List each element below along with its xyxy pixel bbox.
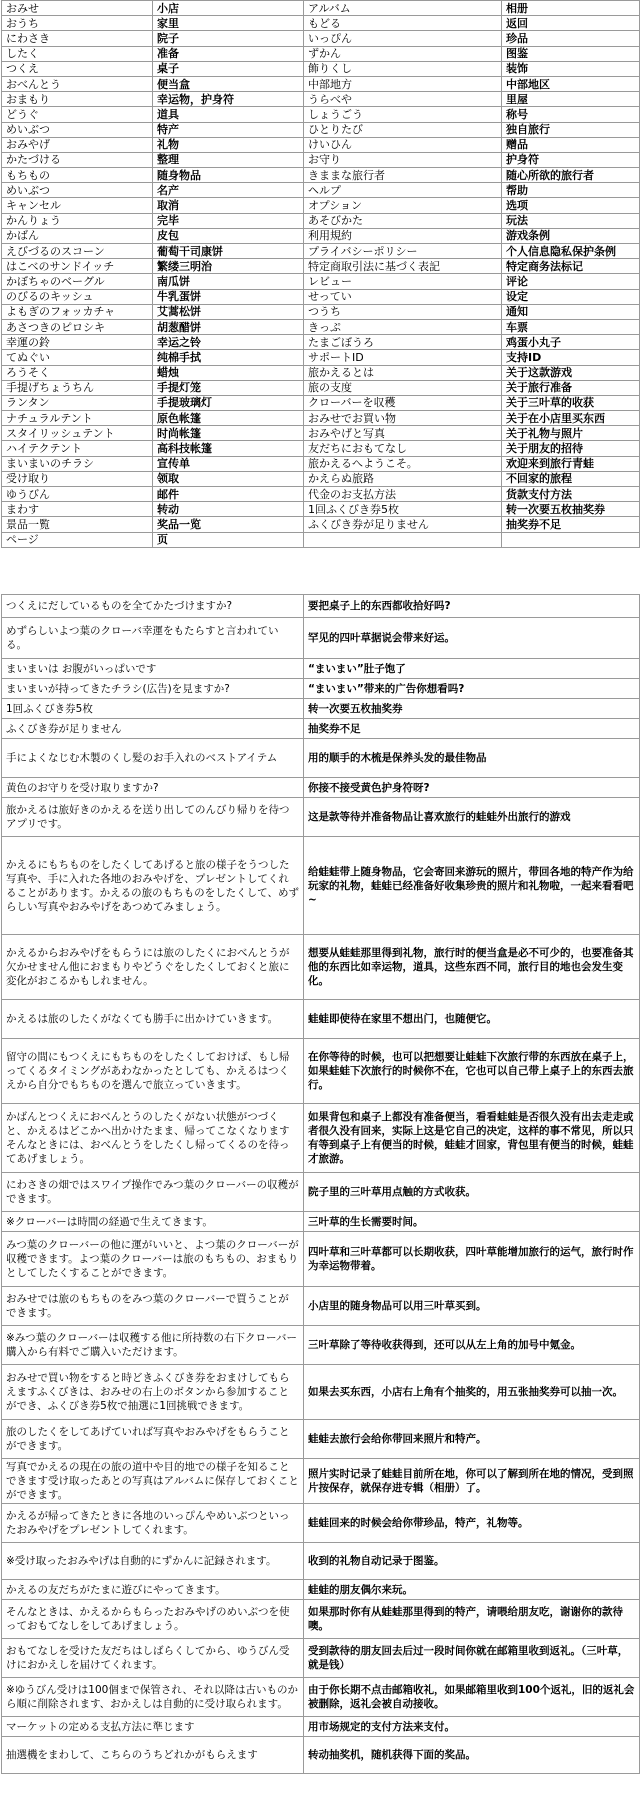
zh-term-2: 评论: [502, 274, 640, 289]
zh-translation: 转一次要五枚抽奖券: [304, 699, 640, 719]
zh-translation: 院子里的三叶草用点触的方式收获。: [304, 1173, 640, 1212]
zh-term: 道具: [153, 107, 304, 122]
zh-translation: 罕见的四叶草据说会带来好运。: [304, 618, 640, 659]
zh-translation: “まいまい”带来的广告你想看吗?: [304, 679, 640, 699]
zh-term: 手提灯笼: [153, 380, 304, 395]
jp-term-2: サポートID: [304, 350, 502, 365]
vocab-row: [2, 471, 640, 486]
zh-term-2: 称号: [502, 107, 640, 122]
vocab-row: [2, 168, 640, 183]
vocab-row: [2, 183, 640, 198]
jp-term-2: 代金のお支払方法: [304, 487, 502, 502]
jp-term: ナチュラルテント: [2, 411, 153, 426]
jp-term: はこべのサンドイッチ: [2, 259, 153, 274]
jp-term-2: オプション: [304, 198, 502, 213]
zh-term: 随身物品: [153, 168, 304, 183]
zh-term-2: 珍品: [502, 31, 640, 46]
zh-term-2: 里屋: [502, 92, 640, 107]
jp-sentence: まいまいは お腹がいっぱいです: [2, 659, 304, 679]
jp-term-2: おみやげと写真: [304, 426, 502, 441]
vocab-row: [2, 61, 640, 76]
zh-term-2: 独自旅行: [502, 122, 640, 137]
sentence-row: [2, 1600, 640, 1639]
jp-term-2: アルバム: [304, 1, 502, 16]
vocab-row: [2, 456, 640, 471]
jp-term-2: プライバシーポリシー: [304, 244, 502, 259]
jp-sentence: 手によくなじむ木製のくし髪のお手入れのベストアイテム: [2, 739, 304, 778]
jp-term-2: せってい: [304, 289, 502, 304]
zh-term: 特产: [153, 122, 304, 137]
zh-term: 繁缕三明治: [153, 259, 304, 274]
zh-translation: 抽奖券不足: [304, 719, 640, 739]
jp-term-2: 友だちにおもてなし: [304, 441, 502, 456]
jp-term-2: [304, 532, 502, 547]
zh-term-2: 鸡蛋小丸子: [502, 335, 640, 350]
zh-term: 葡萄干司康饼: [153, 244, 304, 259]
sentence-row: [2, 659, 640, 679]
sentence-row: [2, 679, 640, 699]
vocab-row: [2, 350, 640, 365]
jp-sentence: ふくびき券が足りません: [2, 719, 304, 739]
vocab-row: [2, 137, 640, 152]
zh-term-2: 设定: [502, 289, 640, 304]
jp-term: まわす: [2, 502, 153, 517]
jp-term: ろうそく: [2, 365, 153, 380]
zh-term: 手提玻璃灯: [153, 395, 304, 410]
jp-sentence: 1回ふくびき券5枚: [2, 699, 304, 719]
jp-term: つくえ: [2, 61, 153, 76]
jp-term: かたづける: [2, 152, 153, 167]
jp-sentence: そんなときは、かえるからもらったおみやげのめいぶつを使っておもてなしをしてあげましょう。: [2, 1600, 304, 1639]
zh-term: 幸运物，护身符: [153, 92, 304, 107]
zh-term-2: 随心所欲的旅行者: [502, 168, 640, 183]
jp-sentence: ※クローバーは時間の経過で生えてきます。: [2, 1212, 304, 1232]
zh-term: 整理: [153, 152, 304, 167]
jp-sentence: かえるは旅のしたくがなくても勝手に出かけていきます。: [2, 1000, 304, 1039]
jp-term: てぬぐい: [2, 350, 153, 365]
jp-term: おみせ: [2, 1, 153, 16]
jp-term: おみやげ: [2, 137, 153, 152]
sentence-row: [2, 1504, 640, 1543]
sentence-row: [2, 1580, 640, 1600]
jp-term-2: 旅の支度: [304, 380, 502, 395]
sentence-row: [2, 739, 640, 778]
jp-term-2: 中部地方: [304, 76, 502, 91]
jp-term: ゆうびん: [2, 487, 153, 502]
sentence-row: [2, 618, 640, 659]
sentence-row: [2, 1717, 640, 1737]
jp-term: キャンセル: [2, 198, 153, 213]
sentence-row: [2, 1173, 640, 1212]
jp-term-2: 飾りくし: [304, 61, 502, 76]
zh-translation: 蛙蛙即使待在家里不想出门，也随便它。: [304, 1000, 640, 1039]
zh-translation: 蛙蛙回来的时候会给你带珍品，特产，礼物等。: [304, 1504, 640, 1543]
zh-term: 南瓜饼: [153, 274, 304, 289]
jp-sentence: ※受け取ったおみやげは自動的にずかんに記録されます。: [2, 1543, 304, 1580]
zh-term-2: 支持ID: [502, 350, 640, 365]
vocab-row: [2, 16, 640, 31]
sentence-row: [2, 1212, 640, 1232]
zh-term: 高科技帐篷: [153, 441, 304, 456]
jp-term-2: 特定商取引法に基づく表記: [304, 259, 502, 274]
vocab-row: [2, 502, 640, 517]
zh-term-2: [502, 532, 640, 547]
zh-term-2: 中部地区: [502, 76, 640, 91]
sentence-row: [2, 1287, 640, 1326]
zh-translation: 收到的礼物自动记录于图鉴。: [304, 1543, 640, 1580]
zh-translation: 如果背包和桌子上都没有准备便当，看看蛙蛙是否很久没有出去走走或者很久没有回来，实际上这是它自己的决定，这样的事不常见，所以只有等到桌子上有便当的时候，蛙蛙才回家，背包里有便当的时候，蛙蛙才旅游。: [304, 1104, 640, 1173]
sentence-row: [2, 798, 640, 837]
zh-term-2: 通知: [502, 304, 640, 319]
jp-term: ランタン: [2, 395, 153, 410]
jp-term-2: 利用規約: [304, 228, 502, 243]
jp-sentence: 旅かえるは旅好きのかえるを送り出してのんびり帰りを待つアプリです。: [2, 798, 304, 837]
jp-term: ページ: [2, 532, 153, 547]
zh-term-2: 玩法: [502, 213, 640, 228]
zh-term: 原色帐篷: [153, 411, 304, 426]
sentence-row: [2, 699, 640, 719]
zh-term-2: 帮助: [502, 183, 640, 198]
jp-term: えびづるのスコーン: [2, 244, 153, 259]
zh-translation: 这是款等待并准备物品让喜欢旅行的蛙蛙外出旅行的游戏: [304, 798, 640, 837]
jp-term-2: つうち: [304, 304, 502, 319]
zh-translation: 小店里的随身物品可以用三叶草买到。: [304, 1287, 640, 1326]
zh-translation: 三叶草除了等待收获得到，还可以从左上角的加号中氪金。: [304, 1326, 640, 1365]
zh-translation: 你接不接受黄色护身符呀?: [304, 778, 640, 798]
sentence-row: [2, 837, 640, 935]
zh-term-2: 不回家的旅程: [502, 471, 640, 486]
jp-term-2: レビュー: [304, 274, 502, 289]
zh-term: 转动: [153, 502, 304, 517]
jp-term-2: しょうごう: [304, 107, 502, 122]
vocab-row: [2, 441, 640, 456]
sentence-row: [2, 1326, 640, 1365]
zh-translation: 蛙蛙的朋友偶尔来玩。: [304, 1580, 640, 1600]
vocab-row: [2, 46, 640, 61]
vocab-row: [2, 426, 640, 441]
vocab-row: [2, 411, 640, 426]
jp-term-2: おみせでお買い物: [304, 411, 502, 426]
zh-term: 页: [153, 532, 304, 547]
vocabulary-table: [1, 0, 640, 548]
jp-term: どうぐ: [2, 107, 153, 122]
jp-term: もちもの: [2, 168, 153, 183]
jp-term-2: うらべや: [304, 92, 502, 107]
zh-term-2: 关于朋友的招待: [502, 441, 640, 456]
zh-translation: 照片实时记录了蛙蛙目前所在地，你可以了解到所在地的情况，受到照片按保存，就保存进专辑（相册）了。: [304, 1459, 640, 1504]
jp-sentence: ※ゆうびん受けは100個まで保管され、それ以降は古いものから順に削除されます、おかえしは自動的に受け取られます。: [2, 1678, 304, 1717]
jp-sentence: おもてなしを受けた友だちはしばらくしてから、ゆうびん受けにおかえしを届けてくれます。: [2, 1639, 304, 1678]
jp-term-2: お守り: [304, 152, 502, 167]
sentence-row: [2, 719, 640, 739]
jp-term-2: たまごぼうろ: [304, 335, 502, 350]
jp-term-2: 旅かえるへようこそ。: [304, 456, 502, 471]
zh-term: 时尚帐篷: [153, 426, 304, 441]
zh-term-2: 游戏条例: [502, 228, 640, 243]
sentence-row: [2, 1737, 640, 1774]
vocab-row: [2, 31, 640, 46]
jp-sentence: かえるにもちものをしたくしてあげると旅の様子をうつした写真や、手に入れた各地のおみやげを、プレゼントしてくれることがあります。かえるの旅のもちものをしたくして、めずらしい写真やおみやげをあつめてみましょう。: [2, 837, 304, 935]
vocab-row: [2, 532, 640, 547]
zh-term-2: 护身符: [502, 152, 640, 167]
jp-sentence: 黄色のお守りを受け取りますか?: [2, 778, 304, 798]
jp-sentence: かえるからおみやげをもらうには旅のしたくにおべんとうが欠かせません他におまもりやどうぐをしたくしておくと旅に変化がおこるかもしれません。: [2, 935, 304, 1000]
vocab-row: [2, 319, 640, 334]
zh-term-2: 返回: [502, 16, 640, 31]
sentence-table: [1, 594, 640, 1774]
jp-term: スタイリッシュテント: [2, 426, 153, 441]
jp-term: 幸運の鈴: [2, 335, 153, 350]
zh-term-2: 货款支付方法: [502, 487, 640, 502]
zh-translation: 蛙蛙去旅行会给你带回来照片和特产。: [304, 1420, 640, 1459]
zh-term: 小店: [153, 1, 304, 16]
zh-term-2: 选项: [502, 198, 640, 213]
jp-term-2: いっぴん: [304, 31, 502, 46]
zh-term-2: 关于这款游戏: [502, 365, 640, 380]
zh-translation: 由于你长期不点击邮箱收礼，如果邮箱里收到100个返礼，旧的返礼会被删除，返礼会被自动接收。: [304, 1678, 640, 1717]
zh-term-2: 装饰: [502, 61, 640, 76]
jp-term: おまもり: [2, 92, 153, 107]
zh-translation: 受到款待的朋友回去后过一段时间你就在邮箱里收到返礼。（三叶草，就是钱）: [304, 1639, 640, 1678]
zh-term-2: 相册: [502, 1, 640, 16]
zh-translation: 在你等待的时候，也可以把想要让蛙蛙下次旅行带的东西放在桌子上，如果蛙蛙下次旅行的时候你不在，它也可以自己带上桌子上的东西去旅行。: [304, 1039, 640, 1104]
jp-sentence: ※みつ葉のクローバーは収穫する他に所持数の右下クローバー購入から有料でご購入いただけます。: [2, 1326, 304, 1365]
jp-term-2: クローバーを収穫: [304, 395, 502, 410]
vocab-row: [2, 365, 640, 380]
zh-term-2: 转一次要五枚抽奖券: [502, 502, 640, 517]
jp-term: めいぶつ: [2, 183, 153, 198]
vocab-row: [2, 198, 640, 213]
vocab-row: [2, 335, 640, 350]
zh-translation: 四叶草和三叶草都可以长期收获，四叶草能增加旅行的运气，旅行时作为幸运物带着。: [304, 1232, 640, 1287]
jp-term-2: ふくびき券が足りません: [304, 517, 502, 532]
jp-term: かばん: [2, 228, 153, 243]
zh-term-2: 欢迎来到旅行青蛙: [502, 456, 640, 471]
zh-term: 邮件: [153, 487, 304, 502]
zh-term-2: 赠品: [502, 137, 640, 152]
jp-term: のびるのキッシュ: [2, 289, 153, 304]
zh-term-2: 个人信息隐私保护条例: [502, 244, 640, 259]
jp-term-2: かえらぬ旅路: [304, 471, 502, 486]
zh-term: 准备: [153, 46, 304, 61]
zh-translation: 三叶草的生长需要时间。: [304, 1212, 640, 1232]
sentence-row: [2, 1365, 640, 1420]
zh-translation: 如果去买东西，小店右上角有个抽奖的，用五张抽奖券可以抽一次。: [304, 1365, 640, 1420]
jp-term: かんりょう: [2, 213, 153, 228]
jp-term-2: けいひん: [304, 137, 502, 152]
jp-sentence: 写真でかえるの現在の旅の道中や目的地での様子を知ることできます受け取ったあとの写真はアルバムに保存しておくことができます。: [2, 1459, 304, 1504]
jp-term-2: ひとりたび: [304, 122, 502, 137]
sentence-row: [2, 935, 640, 1000]
zh-term: 胡葱醋饼: [153, 319, 304, 334]
vocab-row: [2, 228, 640, 243]
zh-term-2: 关于旅行准备: [502, 380, 640, 395]
vocab-row: [2, 152, 640, 167]
jp-term-2: あそびかた: [304, 213, 502, 228]
zh-term: 奖品一览: [153, 517, 304, 532]
jp-term: 手提げちょうちん: [2, 380, 153, 395]
jp-sentence: まいまいが持ってきたチラシ(広告)を見ますか?: [2, 679, 304, 699]
sentence-row: [2, 1543, 640, 1580]
sentence-row: [2, 778, 640, 798]
zh-translation: 想要从蛙蛙那里得到礼物，旅行时的便当盒是必不可少的，也要准备其他的东西比如幸运物，道具，这些东西不同，旅行目的地也会发生变化。: [304, 935, 640, 1000]
zh-term: 桌子: [153, 61, 304, 76]
vocab-row: [2, 76, 640, 91]
vocab-row: [2, 259, 640, 274]
jp-sentence: 抽選機をまわして、こちらのうちどれかがもらえます: [2, 1737, 304, 1774]
jp-term: ハイテクテント: [2, 441, 153, 456]
zh-term: 纯棉手拭: [153, 350, 304, 365]
sentence-row: [2, 1459, 640, 1504]
zh-term: 院子: [153, 31, 304, 46]
jp-term: おうち: [2, 16, 153, 31]
jp-sentence: おみせでは旅のもちものをみつ葉のクローバーで買うことができます。: [2, 1287, 304, 1326]
zh-term-2: 关于三叶草的收获: [502, 395, 640, 410]
zh-term: 皮包: [153, 228, 304, 243]
jp-sentence: 旅のしたくをしてあげていれば写真やおみやげをもらうことができます。: [2, 1420, 304, 1459]
vocab-row: [2, 517, 640, 532]
sentence-row: [2, 1678, 640, 1717]
zh-term-2: 关于在小店里买东西: [502, 411, 640, 426]
jp-sentence: にわさきの畑ではスワイプ操作でみつ葉のクローバーの収穫ができます。: [2, 1173, 304, 1212]
vocab-row: [2, 274, 640, 289]
jp-term-2: きっぷ: [304, 319, 502, 334]
zh-term: 家里: [153, 16, 304, 31]
jp-sentence: 留守の間にもつくえにもちものをしたくしておけば、もし帰ってくるタイミングがあわなかったとしても、かえるはつくえから自分でもちものを選んで旅立っていきます。: [2, 1039, 304, 1104]
jp-term: 景品一覧: [2, 517, 153, 532]
zh-term: 蜡烛: [153, 365, 304, 380]
zh-term: 完毕: [153, 213, 304, 228]
vocab-row: [2, 487, 640, 502]
vocab-row: [2, 244, 640, 259]
zh-term-2: 抽奖券不足: [502, 517, 640, 532]
jp-term: あさつきのピロシキ: [2, 319, 153, 334]
zh-term: 幸运之铃: [153, 335, 304, 350]
vocab-row: [2, 122, 640, 137]
jp-term-2: ヘルプ: [304, 183, 502, 198]
jp-sentence: みつ葉のクローバーの他に運がいいと、よつ葉のクローバーが収穫できます。よつ葉のクローバーは旅のもちもの、おまもりとしてしたくすることができます。: [2, 1232, 304, 1287]
zh-term: 取消: [153, 198, 304, 213]
zh-translation: “まいまい”肚子饱了: [304, 659, 640, 679]
jp-sentence: つくえにだしているものを全てかたづけますか?: [2, 595, 304, 618]
zh-term: 便当盒: [153, 76, 304, 91]
sentence-row: [2, 1639, 640, 1678]
vocab-row: [2, 380, 640, 395]
vocab-row: [2, 213, 640, 228]
vocab-row: [2, 92, 640, 107]
zh-translation: 给蛙蛙带上随身物品，它会寄回来游玩的照片，带回各地的特产作为给玩家的礼物，蛙蛙已经准备好收集珍贵的照片和礼物啦，一起来看看吧~: [304, 837, 640, 935]
sentence-row: [2, 595, 640, 618]
vocab-row: [2, 395, 640, 410]
jp-term: にわさき: [2, 31, 153, 46]
jp-sentence: めずらしいよつ葉のクローバ幸運をもたらすと言われている。: [2, 618, 304, 659]
vocab-row: [2, 1, 640, 16]
zh-translation: 转动抽奖机，随机获得下面的奖品。: [304, 1737, 640, 1774]
jp-sentence: マーケットの定める支払方法に準じます: [2, 1717, 304, 1737]
jp-term-2: もどる: [304, 16, 502, 31]
jp-term-2: 1回ふくびき券5枚: [304, 502, 502, 517]
sentence-row: [2, 1000, 640, 1039]
jp-term: したく: [2, 46, 153, 61]
jp-term: まいまいのチラシ: [2, 456, 153, 471]
sentence-row: [2, 1039, 640, 1104]
vocab-row: [2, 289, 640, 304]
jp-term: めいぶつ: [2, 122, 153, 137]
zh-translation: 如果那时你有从蛙蛙那里得到的特产，请喂给朋友吃，谢谢你的款待噢。: [304, 1600, 640, 1639]
zh-translation: 要把桌子上的东西都收拾好吗?: [304, 595, 640, 618]
zh-term: 领取: [153, 471, 304, 486]
jp-term: かぼちゃのベーグル: [2, 274, 153, 289]
zh-term: 宣传单: [153, 456, 304, 471]
zh-term-2: 车票: [502, 319, 640, 334]
jp-sentence: かえるの友だちがたまに遊びにやってきます。: [2, 1580, 304, 1600]
jp-term: 受け取り: [2, 471, 153, 486]
zh-term: 牛乳蛋饼: [153, 289, 304, 304]
sentence-row: [2, 1104, 640, 1173]
jp-sentence: おみせで買い物をすると時どきふくびき券をおまけしてもらえますふくびきは、おみせの右上のボタンから参加することができ、ふくびき券5枚で抽選に1回挑戦できます。: [2, 1365, 304, 1420]
jp-sentence: かえるが帰ってきたときに各地のいっぴんやめいぶつといったおみやげをプレゼントしてくれます。: [2, 1504, 304, 1543]
zh-term-2: 关于礼物与照片: [502, 426, 640, 441]
zh-term: 礼物: [153, 137, 304, 152]
zh-translation: 用的顺手的木梳是保养头发的最佳物品: [304, 739, 640, 778]
jp-term-2: 旅かえるとは: [304, 365, 502, 380]
zh-term-2: 图鉴: [502, 46, 640, 61]
zh-term: 名产: [153, 183, 304, 198]
jp-term-2: ずかん: [304, 46, 502, 61]
zh-term-2: 特定商务法标记: [502, 259, 640, 274]
vocab-row: [2, 107, 640, 122]
jp-term: おべんとう: [2, 76, 153, 91]
jp-sentence: かばんとつくえにおべんとうのしたくがない状態がつづくと、かえるはどこかへ出かけたまま、帰ってこなくなりますそんなときには、おべんとうをしたくし帰ってくるのを待ってあげましょう。: [2, 1104, 304, 1173]
zh-translation: 用市场规定的支付方法来支付。: [304, 1717, 640, 1737]
jp-term: よもぎのフォッカチャ: [2, 304, 153, 319]
sentence-row: [2, 1232, 640, 1287]
zh-term: 艾蒿松饼: [153, 304, 304, 319]
sentence-row: [2, 1420, 640, 1459]
jp-term-2: きままな旅行者: [304, 168, 502, 183]
vocab-row: [2, 304, 640, 319]
